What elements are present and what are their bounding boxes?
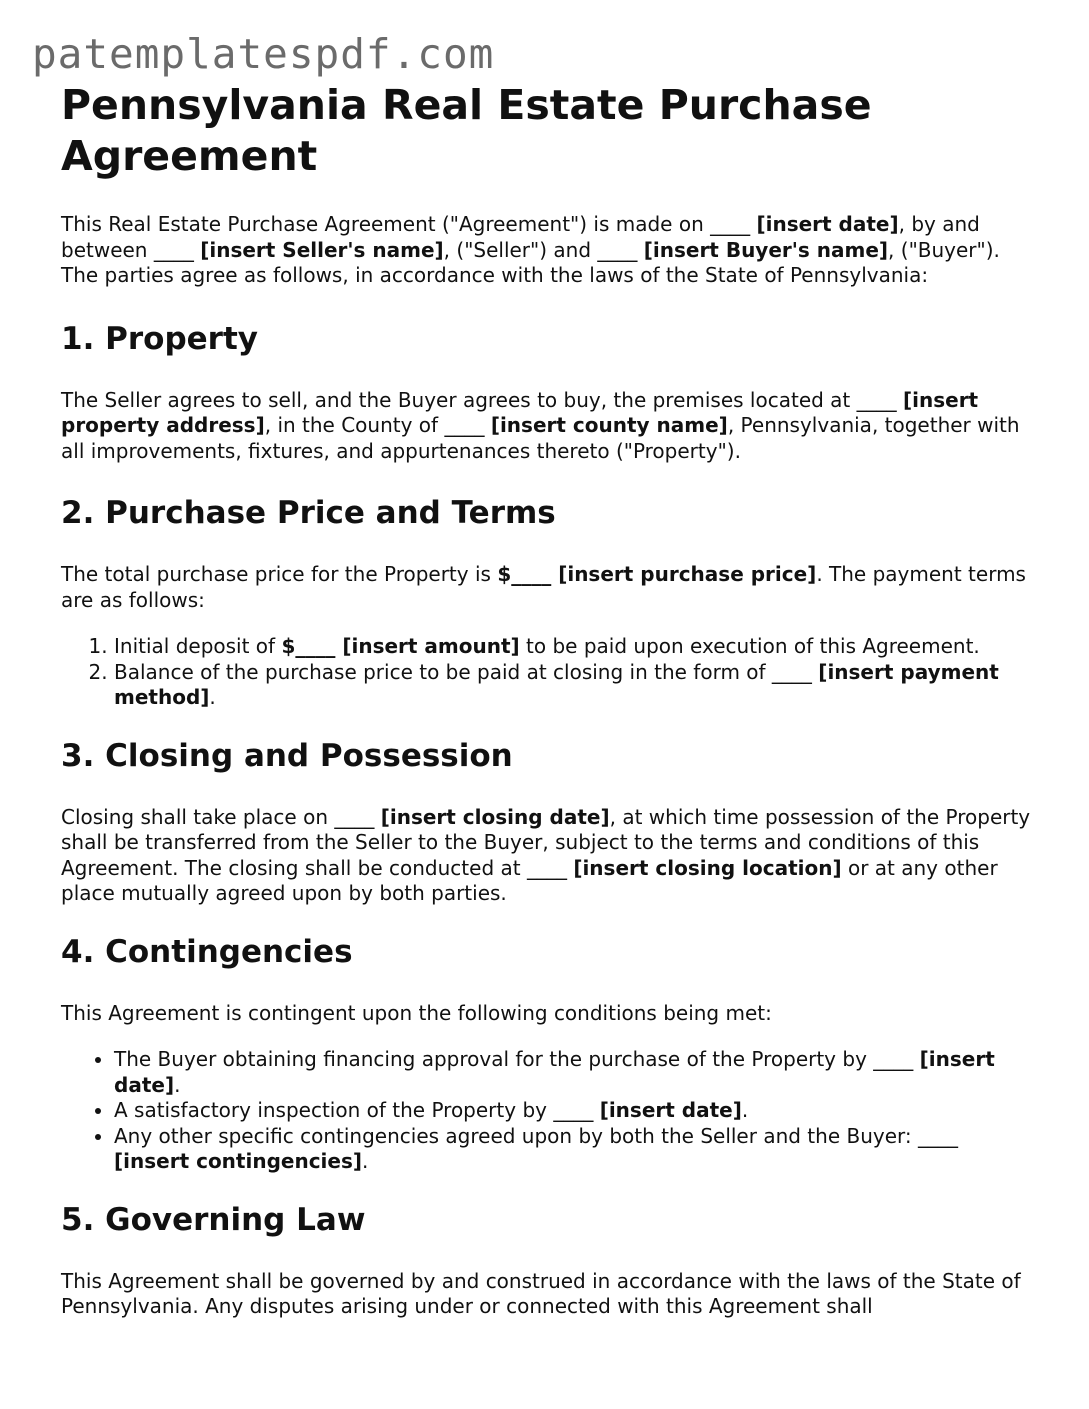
section-text: The total purchase price for the Property is [61,562,498,586]
contingencies-placeholder: [insert contingencies] [114,1149,363,1173]
section-text: , Pennsylvania, together with all improvements, fixtures, and appurtenances thereto ("Property"). [61,413,1020,463]
section-contingencies [61,933,1036,1175]
item-text: The Buyer obtaining financing approval for the purchase of the Property by ____ [114,1047,920,1071]
date-placeholder: [insert date] [756,212,899,236]
item-text: to be paid upon execution of this Agreement. [519,634,980,658]
section-text: or at any other place mutually agreed upon by both parties. [61,855,998,905]
item-text: Any other specific contingencies agreed upon by both the Seller and the Buyer: ____ [114,1123,958,1148]
closing-date-placeholder: [insert closing date] [380,804,610,829]
item-text: . [174,1072,181,1097]
list-item [114,634,1036,660]
section-heading: 2. Purchase Price and Terms [61,495,556,531]
section-paragraph [61,805,1036,907]
watermark: patemplatespdf.com [32,30,495,78]
county-name-placeholder: [insert county name] [490,413,728,437]
section-paragraph: This Agreement is contingent upon the following conditions being met: [61,1000,772,1025]
property-address-placeholder: [insert property address] [61,387,979,437]
section-paragraph [61,562,1036,613]
payment-terms-list [61,634,1036,711]
list-item [114,1124,1036,1175]
item-text: Initial deposit of [114,634,282,658]
section-heading: 5. Governing Law [61,1201,366,1238]
page-title: Pennsylvania Real Estate Purchase Agreement [61,81,872,180]
item-text: . [209,685,216,709]
section-heading: 3. Closing and Possession [61,737,513,774]
section-text: . The payment terms are as follows: [61,562,1026,612]
contingencies-list [61,1047,1036,1175]
intro-text: , ("Buyer"). The parties agree as follows, in accordance with the laws of the State of Pennsylvania: [61,237,1000,287]
item-text: . [741,1098,749,1122]
section-heading: 1. Property [61,320,258,357]
intro-text: , ("Seller") and ____ [443,237,644,262]
item-text: Balance of the purchase price to be paid at closing in the form of ____ [114,659,819,684]
intro-text: , by and between ____ [61,212,980,262]
document-body [61,80,1036,1320]
list-item [114,1098,1036,1124]
intro-paragraph [61,212,1036,289]
list-item [114,1047,1036,1098]
item-text: . [362,1149,369,1173]
deposit-amount-placeholder: $____ [insert amount] [281,634,520,658]
section-purchase-price [61,494,1036,711]
payment-method-placeholder: [insert payment method] [114,659,999,709]
section-paragraph [61,388,1036,465]
seller-name-placeholder: [insert Seller's name] [200,237,444,262]
section-heading: 4. Contingencies [61,933,353,970]
buyer-name-placeholder: [insert Buyer's name] [643,237,889,262]
section-governing-law [61,1201,1036,1320]
section-paragraph: This Agreement shall be governed by and construed in accordance with the laws of the State of Pennsylvania. Any disputes arising under or connected with this Agreement shall [61,1268,1021,1318]
section-property [61,320,1036,465]
list-item [114,660,1036,711]
section-closing [61,737,1036,907]
date-placeholder: [insert date] [114,1047,995,1097]
date-placeholder: [insert date] [599,1098,742,1122]
closing-location-placeholder: [insert closing location] [573,855,842,880]
section-text: , at which time possession of the Property shall be transferred from the Seller to the Buyer, subject to the terms and conditions of this Agreement. The closing shall be conducted at ____ [61,804,1031,880]
intro-text: This Real Estate Purchase Agreement ("Agreement") is made on ____ [61,212,757,236]
section-text: The Seller agrees to sell, and the Buyer agrees to buy, the premises located at ____ [61,387,903,412]
item-text: A satisfactory inspection of the Property by ____ [114,1098,600,1122]
section-text: Closing shall take place on ____ [61,804,381,829]
purchase-price-placeholder: $____ [insert purchase price] [497,562,817,586]
section-text: , in the County of ____ [264,413,491,437]
